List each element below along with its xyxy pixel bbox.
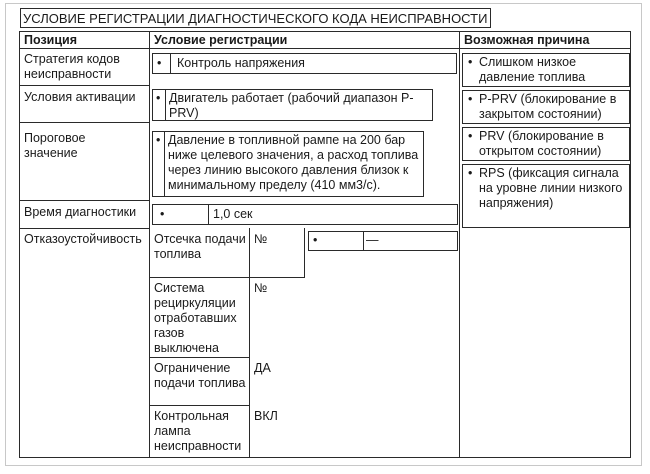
row-label-diag-time: Время диагностики xyxy=(24,205,137,219)
failsafe-item-name: Ограничение подачи топлива xyxy=(154,361,246,390)
row-divider-2 xyxy=(19,122,150,123)
diag-time-bullet: • xyxy=(160,207,165,221)
failsafe-item-value: ДА xyxy=(254,361,271,375)
table-title: УСЛОВИЕ РЕГИСТРАЦИИ ДИАГНОСТИЧЕСКОГО КОДА НЕИСПРАВНОСТИ xyxy=(20,8,491,28)
row-label-failsafe: Отказоустойчивость xyxy=(24,232,142,246)
failsafe-col-divider-2 xyxy=(304,228,305,277)
row-divider-1 xyxy=(19,85,150,86)
cause-text: Слишком низкое давление топлива xyxy=(479,55,586,84)
cause-text: PRV (блокирование в открытом состоянии) xyxy=(479,129,604,158)
row-label-strategy: Стратегия кодов неисправности xyxy=(24,52,120,81)
column-divider-1 xyxy=(149,31,150,458)
diag-time-value: 1,0 сек xyxy=(213,207,253,221)
header-condition: Условие регистрации xyxy=(154,33,288,47)
row-label-threshold: Пороговое значение xyxy=(24,131,86,160)
cause-item xyxy=(462,127,630,161)
activation-bullet-divider xyxy=(165,89,166,121)
header-cause: Возможная причина xyxy=(464,33,590,47)
threshold-bullet: • xyxy=(156,133,161,147)
diag-time-value-cell xyxy=(152,204,458,225)
diag-time-bullet-divider xyxy=(208,204,209,225)
failsafe-item-value: № xyxy=(254,232,268,246)
cause-bullet: • xyxy=(468,55,473,69)
failsafe-row-divider-3 xyxy=(150,405,250,406)
cause-bullet: • xyxy=(468,129,473,143)
failsafe-note-cell xyxy=(308,231,458,251)
threshold-bullet-divider xyxy=(164,131,165,197)
failsafe-row-divider-2 xyxy=(150,357,250,358)
cause-item xyxy=(462,53,630,87)
failsafe-item-value: ВКЛ xyxy=(254,409,278,423)
cause-text: P-PRV (блокирование в закрытом состоянии) xyxy=(479,92,617,121)
row-divider-4 xyxy=(19,228,150,229)
cause-bullet: • xyxy=(468,166,473,180)
failsafe-item-value: № xyxy=(254,281,268,295)
activation-value: Двигатель работает (рабочий диапазон P-PRV) xyxy=(169,91,414,120)
threshold-value: Давление в топливной рампе на 200 бар ниже целевого значения, а расход топлива через линию высокого давления близок к минимальному пределу (410 мм3/с). xyxy=(168,133,419,192)
failsafe-item-name: Контрольная лампа неисправности xyxy=(154,409,242,453)
cause-bullet: • xyxy=(468,92,473,106)
failsafe-col-divider-1 xyxy=(249,228,250,458)
failsafe-item-name: Отсечка подачи топлива xyxy=(154,232,246,261)
cause-item xyxy=(462,164,630,228)
strategy-bullet: • xyxy=(157,56,162,70)
failsafe-row-divider-1 xyxy=(150,277,305,278)
row-divider-3 xyxy=(19,200,150,201)
cause-text: RPS (фиксация сигнала на уровне линии низкого напряжения) xyxy=(479,166,623,210)
column-divider-2 xyxy=(459,31,460,458)
activation-bullet: • xyxy=(156,91,161,105)
strategy-bullet-divider xyxy=(170,53,171,74)
failsafe-note-bullet: • xyxy=(313,233,318,247)
cause-item xyxy=(462,90,630,124)
header-divider xyxy=(19,48,631,49)
row-label-activation: Условия активации xyxy=(24,90,136,104)
header-position: Позиция xyxy=(24,33,78,47)
failsafe-note-divider xyxy=(363,231,364,251)
failsafe-item-name: Система рециркуляции отработавших газов выключена xyxy=(154,281,237,355)
failsafe-note-dash: — xyxy=(366,233,379,247)
strategy-value: Контроль напряжения xyxy=(177,56,305,70)
